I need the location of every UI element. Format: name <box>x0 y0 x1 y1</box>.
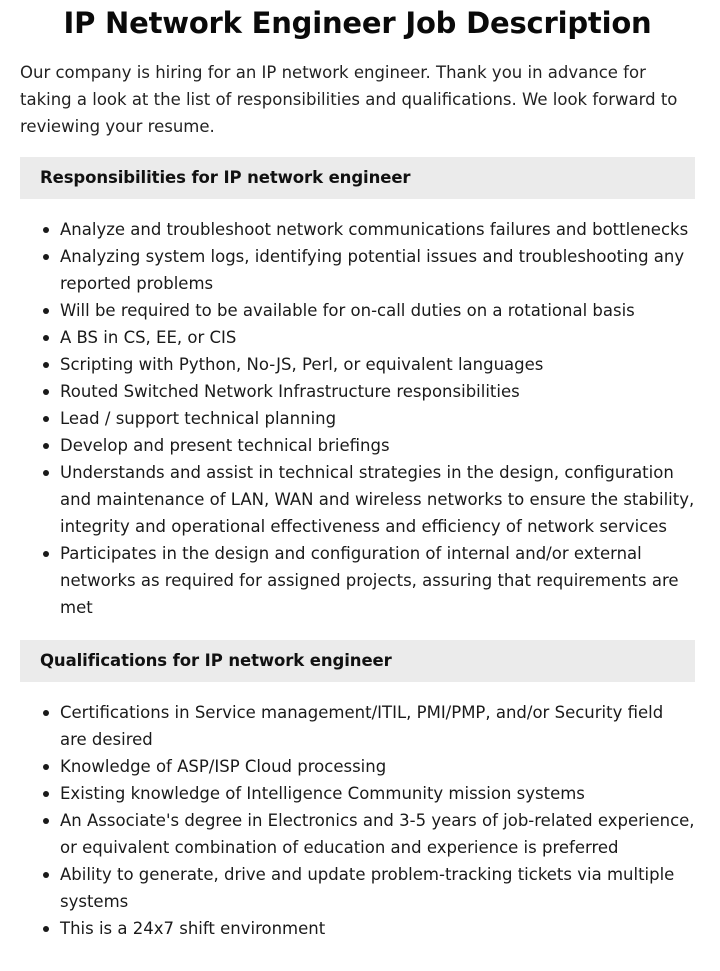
list-item: Ability to generate, drive and update problem-tracking tickets via multiple systems <box>60 861 695 915</box>
responsibilities-list <box>20 216 695 621</box>
list-item: This is a 24x7 shift environment <box>60 915 695 942</box>
list-item: Will be required to be available for on-call duties on a rotational basis <box>60 297 695 324</box>
list-item: Lead / support technical planning <box>60 405 695 432</box>
list-item: Routed Switched Network Infrastructure responsibilities <box>60 378 695 405</box>
list-item: Understands and assist in technical strategies in the design, configuration and maintenance of LAN, WAN and wireless networks to ensure the stability, integrity and operational effectiveness and efficiency of network services <box>60 459 695 540</box>
list-item: Analyzing system logs, identifying potential issues and troubleshooting any reported problems <box>60 243 695 297</box>
intro-paragraph: Our company is hiring for an IP network engineer. Thank you in advance for taking a look at the list of responsibilities and qualifications. We look forward to reviewing your resume. <box>20 63 678 136</box>
list-item: Existing knowledge of Intelligence Community mission systems <box>60 780 695 807</box>
qualifications-heading: Qualifications for IP network engineer <box>20 640 695 682</box>
job-description-page <box>20 0 695 942</box>
list-item: Knowledge of ASP/ISP Cloud processing <box>60 753 695 780</box>
list-item: An Associate's degree in Electronics and 3-5 years of job-related experience, or equivalent combination of education and experience is preferred <box>60 807 695 861</box>
list-item: Scripting with Python, No-JS, Perl, or equivalent languages <box>60 351 695 378</box>
list-item: Participates in the design and configuration of internal and/or external networks as required for assigned projects, assuring that requirements are met <box>60 540 695 621</box>
list-item: Certifications in Service management/ITIL, PMI/PMP, and/or Security field are desired <box>60 699 695 753</box>
list-item: Analyze and troubleshoot network communications failures and bottlenecks <box>60 216 695 243</box>
list-item: A BS in CS, EE, or CIS <box>60 324 695 351</box>
qualifications-list <box>20 699 695 942</box>
page-title: IP Network Engineer Job Description <box>63 6 652 40</box>
list-item: Develop and present technical briefings <box>60 432 695 459</box>
responsibilities-heading: Responsibilities for IP network engineer <box>20 157 695 199</box>
